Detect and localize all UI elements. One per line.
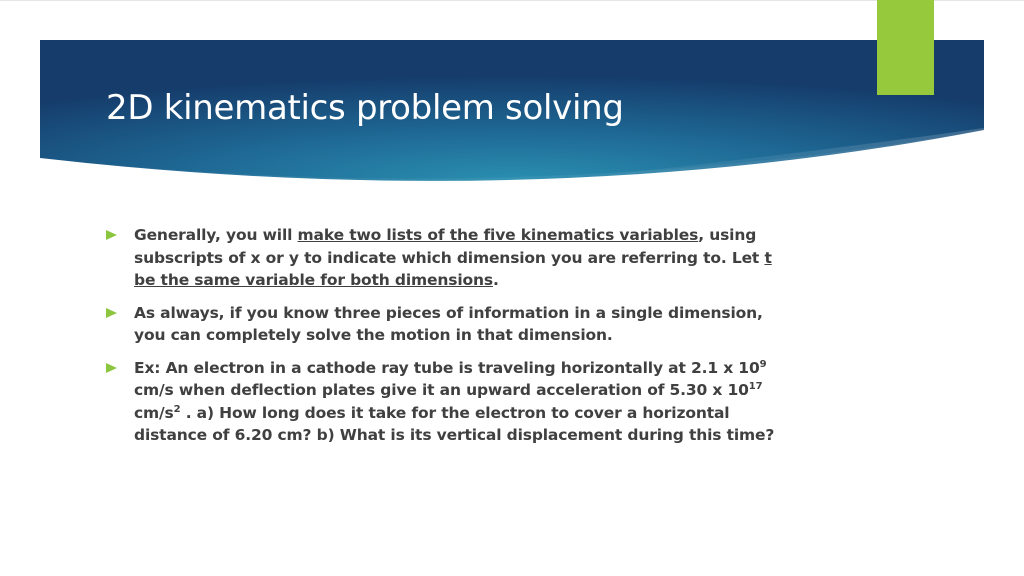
bullet-line [134, 357, 826, 380]
bullet-line: you can completely solve the motion in that dimension. [134, 326, 613, 344]
underlined-text: t [764, 248, 772, 267]
green-accent-block [877, 0, 934, 95]
bullet-text: , using [698, 226, 757, 244]
bullet-line: As always, if you know three pieces of information in a single dimension, [134, 303, 763, 322]
bullet-text: . [492, 271, 499, 289]
bullet-line: distance of 6.20 cm? b) What is its vertical displacement during this time? [134, 426, 775, 444]
bullet-line [134, 379, 826, 402]
top-divider [0, 0, 1024, 1]
bullet-text: cm/s when deflection plates give it an upward acceleration of 5.30 x 10 [134, 381, 749, 399]
superscript: 17 [748, 381, 763, 392]
triangle-bullet-icon [106, 230, 117, 240]
triangle-bullet-icon [106, 363, 117, 373]
bullet-text: subscripts of x or y to indicate which dimension you are referring to. Let [134, 248, 765, 267]
bullet-text: Ex: An electron in a cathode ray tube is traveling horizontally at 2.1 x 10 [134, 358, 760, 377]
bullet-line [134, 269, 826, 292]
bullet-text: cm/s [134, 403, 174, 422]
triangle-bullet-icon [106, 308, 117, 318]
bullet-line [134, 402, 826, 425]
bullet-line [134, 224, 826, 247]
bullet-item [106, 224, 826, 292]
underlined-text: make two lists of the five kinematics variables [297, 226, 699, 244]
superscript: 9 [759, 358, 767, 370]
bullet-text: Generally, you will [134, 226, 298, 244]
superscript: 2 [173, 403, 181, 415]
underlined-text: be the same variable for both dimensions [134, 271, 493, 289]
bullet-item [106, 302, 826, 347]
bullet-text: . a) How long does it take for the electron to cover a horizontal [180, 403, 730, 422]
bullet-item [106, 357, 826, 447]
bullet-list [106, 224, 826, 457]
bullet-line [134, 247, 826, 270]
slide-title: 2D kinematics problem solving [106, 88, 624, 128]
